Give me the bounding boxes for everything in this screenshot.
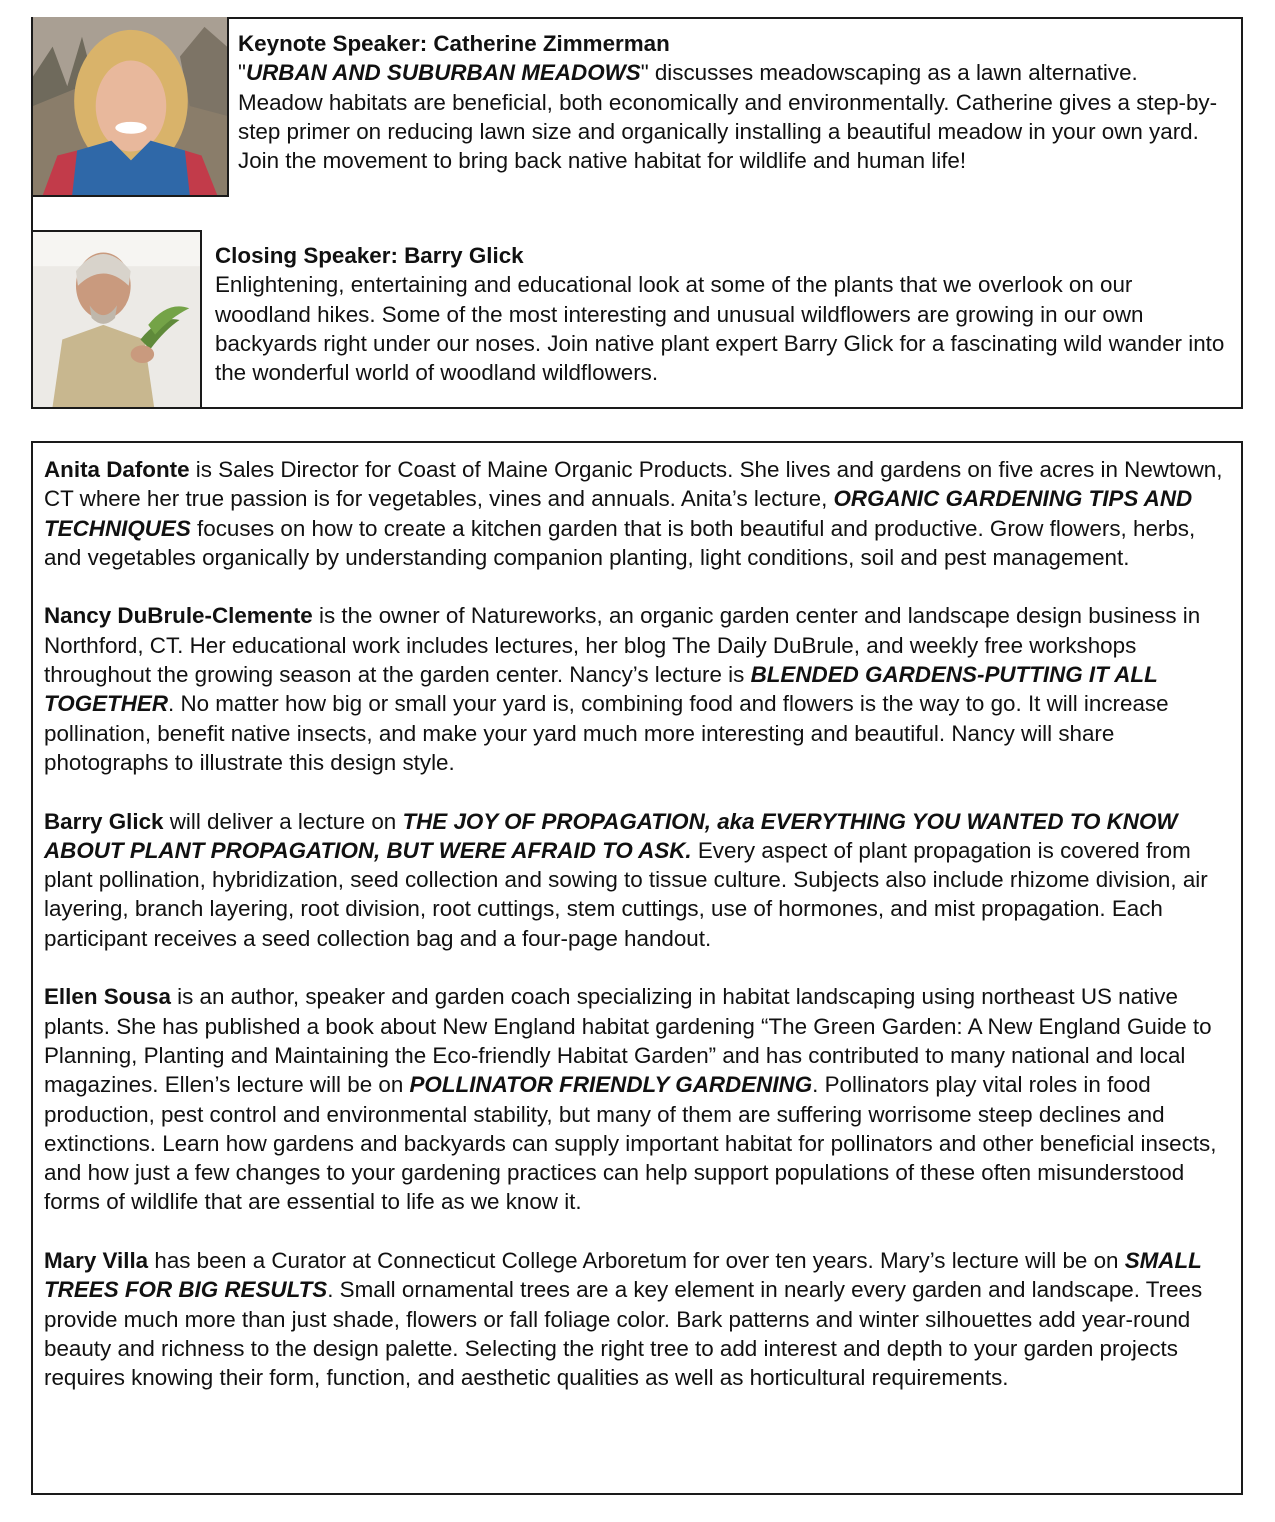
bio-text-after: . No matter how big or small your yard is, combining food and flowers is the way to go. It will increase pollination, benefit native insects, and make your yard much more interesting and beautiful. Nancy will share photographs to illustrate this design style. [44, 691, 1169, 775]
bio-text-after: . Pollinators play vital roles in food production, pest control and environmental stability, but many of them are suffering worrisome steep declines and extinctions. Learn how gardens and backyards can supply important habitat for pollinators and other beneficial insects, and how just a few changes to your gardening practices can help support populations of these often misunderstood forms of wildlife that are essential to life as we know it. [44, 1072, 1217, 1215]
keynote-speaker-block [238, 29, 1228, 175]
bio-name: Mary Villa [44, 1248, 149, 1274]
bio-text-after: Every aspect of plant propagation is covered from plant pollination, hybridization, seed collection and sowing to tissue culture. Subjects also include rhizome division, air layering, branch layering, root division, root cuttings, stem cuttings, use of hormones, and mist propagation. Each participant receives a seed collection bag and a four-page handout. [44, 837, 1208, 951]
bio-name: Anita Dafonte [44, 457, 190, 482]
bio-text-after: . Small ornamental trees are a key element in nearly every garden and landscape. Trees provide much more than just shade, flowers or fall foliage color. Bark patterns and winter silhouettes add year-round beauty and richness to the design palette. Selecting the right tree to add interest and depth to your garden projects requires knowing their form, function, and aesthetic qualities as well as horticultural requirements. [44, 1277, 1203, 1391]
closing-speaker-photo [31, 230, 202, 409]
keynote-description: " discusses meadowscaping as a lawn alternative. Meadow habitats are beneficial, both economically and environmentally. Catherine gives a step-by-step primer on reducing lawn size and organically installing a beautiful meadow in your own yard. Join the movement to bring back native habitat for wildlife and human life! [238, 60, 1218, 174]
presenter-bios [44, 455, 1236, 1422]
keynote-lecture-title: URBAN AND SUBURBAN MEADOWS [245, 60, 641, 86]
bio-text-after: focuses on how to create a kitchen garden that is both beautiful and productive. Grow flowers, herbs, and vegetables organically by understanding companion planting, light conditions, soil and pest management. [44, 515, 1196, 570]
bio-name: Barry Glick [44, 808, 164, 834]
closing-description: Enlightening, entertaining and educational look at some of the plants that we overlook on our woodland hikes. Some of the most interesting and unusual wildflowers are growing in our own backyards right under our noses. Join native plant expert Barry Glick for a fascinating wild wander into the wonderful world of woodland wildflowers. [215, 272, 1225, 386]
bio-text-before: is an author, speaker and garden coach specializing in habitat landscaping using northeast US native plants. She has published a book about New England habitat gardening “The Green Garden: A New England Guide to Planning, Planting and Maintaining the Eco-friendly Habitat Garden” and has contributed to many national and local magazines. Ellen’s lecture will be on [44, 984, 1212, 1098]
closing-heading: Closing Speaker: Barry Glick [215, 243, 524, 268]
closing-speaker-block [215, 241, 1225, 387]
bio-text-before: will deliver a lecture on [163, 808, 403, 834]
bio-text-before: is the owner of Natureworks, an organic garden center and landscape design business in Northford, CT. Her educational work includes lectures, her blog The Daily DuBrule, and weekly free workshops throughout the growing season at the garden center. Nancy’s lecture is [44, 603, 1201, 688]
bio-name: Ellen Sousa [44, 984, 171, 1010]
bio-lecture-title: ORGANIC GARDENING TIPS AND TECHNIQUES [44, 486, 1193, 541]
bio-lecture-title: POLLINATOR FRIENDLY GARDENING [409, 1072, 813, 1098]
keynote-quote-open: " [238, 60, 246, 86]
bio-name: Nancy DuBrule-Clemente [44, 603, 313, 629]
keynote-speaker-photo [31, 17, 229, 197]
bio-barry-glick [44, 807, 1236, 953]
bio-text-before: has been a Curator at Connecticut College Arboretum for over ten years. Mary’s lecture will be on [148, 1248, 1125, 1274]
bio-lecture-title: THE JOY OF PROPAGATION, aka EVERYTHING YOU WANTED TO KNOW ABOUT PLANT PROPAGATION, BUT WERE AFRAID TO ASK. [44, 808, 1178, 863]
bio-text-before: is Sales Director for Coast of Maine Organic Products. She lives and gardens on five acres in Newtown, CT where her true passion is for vegetables, vines and annuals. Anita’s lecture, [44, 457, 1223, 512]
bio-ellen-sousa [44, 982, 1236, 1216]
bio-lecture-title: BLENDED GARDENS-PUTTING IT ALL TOGETHER [44, 662, 1158, 717]
bio-anita-dafonte [44, 455, 1236, 572]
keynote-heading: Keynote Speaker: Catherine Zimmerman [238, 31, 670, 56]
bio-lecture-title: SMALL TREES FOR BIG RESULTS [44, 1248, 1202, 1303]
bio-nancy-dubrule-clemente [44, 601, 1236, 777]
bio-mary-villa [44, 1246, 1236, 1392]
